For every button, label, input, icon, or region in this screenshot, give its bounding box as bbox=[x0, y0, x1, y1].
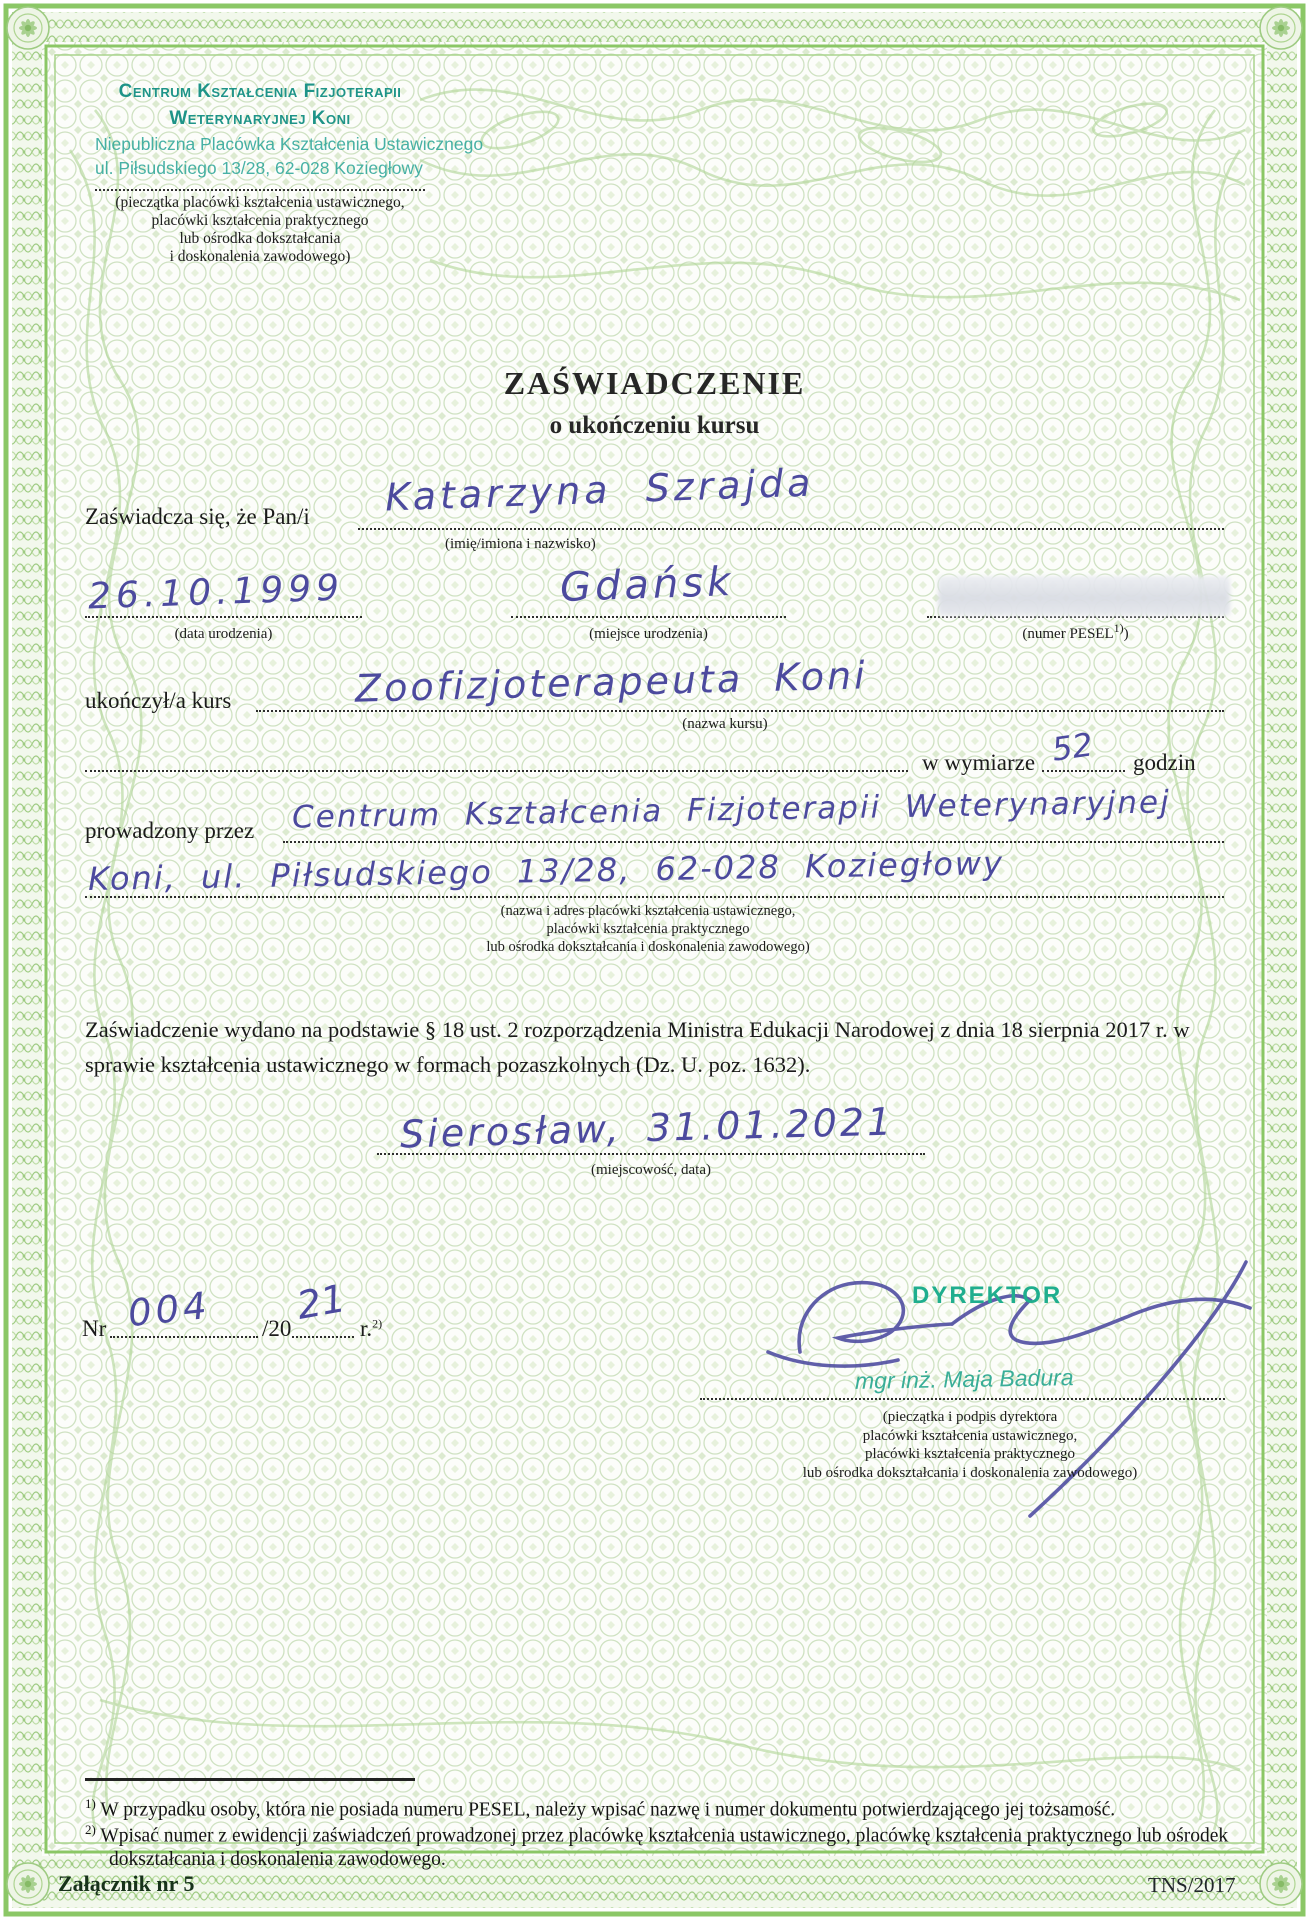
birth-place-caption: (miejsce urodzenia) bbox=[589, 626, 708, 642]
provider-line-2 bbox=[85, 896, 1224, 898]
pesel-redaction bbox=[938, 576, 1230, 616]
number-year-prefix: /20 bbox=[262, 1316, 292, 1341]
hours-unit-label: godzin bbox=[1133, 750, 1196, 775]
director-caption-line: placówki kształcenia praktycznego bbox=[865, 1446, 1075, 1462]
stamp-caption-line: i doskonalenia zawodowego) bbox=[169, 248, 351, 265]
attachment-label: Załącznik nr 5 bbox=[58, 1871, 195, 1896]
course-field-value: Zoofizjoterapeuta Koni bbox=[354, 653, 869, 711]
birth-date-value: 26.10.1999 bbox=[87, 567, 345, 618]
provider-line-1 bbox=[283, 841, 1224, 843]
pesel-caption-close: ) bbox=[1123, 626, 1129, 642]
number-value: 004 bbox=[125, 1283, 213, 1336]
name-field-line bbox=[358, 528, 1224, 530]
place-date-caption: (miejscowość, data) bbox=[591, 1162, 711, 1178]
provider-value-line1: Centrum Kształcenia Fizjoterapii Weterynaryjnej bbox=[291, 784, 1171, 836]
course-label: ukończył/a kurs bbox=[85, 688, 232, 713]
number-footnote-ref: 2) bbox=[372, 1316, 383, 1331]
director-caption-line: placówki kształcenia ustawicznego, bbox=[862, 1427, 1078, 1444]
stamp-org-name-line2: Weterynaryjnej Koni bbox=[169, 108, 351, 129]
number-line bbox=[110, 1336, 258, 1338]
pesel-caption-text: (numer PESEL bbox=[1022, 626, 1114, 642]
birth-date-line bbox=[85, 616, 362, 618]
hours-field-line bbox=[1042, 770, 1125, 772]
pesel-caption bbox=[927, 621, 1224, 643]
provider-value-line2: Koni, ul. Piłsudskiego 13/28, 62-028 Koziegłowy bbox=[87, 844, 1005, 898]
intro-label: Zaświadcza się, że Pan/i bbox=[85, 504, 310, 529]
form-code-label: TNS/2017 bbox=[1148, 1873, 1236, 1897]
birth-place-value: Gdańsk bbox=[559, 558, 736, 612]
provider-caption-line: (nazwa i adres placówki kształcenia ustawicznego, bbox=[500, 903, 796, 919]
director-title: DYREKTOR bbox=[912, 1282, 1063, 1309]
provider-label: prowadzony przez bbox=[85, 818, 255, 843]
institution-stamp bbox=[95, 78, 484, 266]
director-name-stamp: mgr inż. Maja Badura bbox=[854, 1364, 1074, 1394]
number-year-value: 21 bbox=[293, 1276, 349, 1328]
course-field-caption: (nazwa kursu) bbox=[682, 716, 768, 732]
director-caption bbox=[690, 1408, 1250, 1482]
birth-place-line bbox=[511, 616, 786, 618]
footnote-2-text: Wpisać numer z ewidencji zaświadczeń prowadzonej przez placówkę kształcenia ustawicznego, placówkę kształcenia praktycznego lub ośrodek dokształcania i doskonalenia zawodowego. bbox=[100, 1825, 1229, 1870]
place-date-value: Sierosław, 31.01.2021 bbox=[399, 1099, 895, 1157]
number-suffix bbox=[360, 1316, 382, 1342]
stamp-caption-line: lub ośrodka dokształcania bbox=[179, 230, 341, 247]
stamp-org-name-line1: Centrum Kształcenia Fizjoterapii bbox=[118, 81, 402, 102]
director-caption-line: (pieczątka i podpis dyrektora bbox=[882, 1409, 1058, 1425]
number-year-line bbox=[292, 1336, 354, 1338]
director-signature-line bbox=[700, 1398, 1225, 1400]
provider-caption-line: lub ośrodka dokształcania i doskonalenia zawodowego) bbox=[486, 939, 810, 955]
footnote-2 bbox=[85, 1818, 1259, 1871]
hours-label: w wymiarze bbox=[922, 750, 1036, 775]
provider-caption-line: placówki kształcenia praktycznego bbox=[546, 921, 750, 937]
hours-value: 52 bbox=[1049, 725, 1096, 769]
footnote-2-marker: 2) bbox=[85, 1822, 96, 1837]
name-field-value: Katarzyna Szrajda bbox=[384, 460, 816, 520]
footnote-rule bbox=[85, 1778, 415, 1781]
stamp-dotted-line bbox=[95, 189, 425, 191]
document-subtitle: o ukończeniu kursu bbox=[549, 412, 760, 439]
course-field-line bbox=[256, 710, 1224, 712]
footnote-1-marker: 1) bbox=[85, 1796, 96, 1811]
director-caption-line: lub ośrodka dokształcania i doskonalenia zawodowego) bbox=[802, 1464, 1138, 1481]
pesel-line bbox=[927, 616, 1224, 618]
stamp-org-type: Niepubliczna Placówka Kształcenia Ustawicznego bbox=[95, 134, 484, 154]
document-title: ZAŚWIADCZENIE bbox=[503, 365, 806, 401]
hours-leader-line bbox=[85, 770, 908, 772]
number-label: Nr bbox=[82, 1316, 107, 1341]
birth-date-caption: (data urodzenia) bbox=[174, 626, 273, 642]
number-suffix-text: r. bbox=[360, 1316, 373, 1341]
name-field-caption: (imię/imiona i nazwisko) bbox=[445, 536, 596, 552]
stamp-caption-line: (pieczątka placówki kształcenia ustawicznego, bbox=[115, 194, 405, 211]
legal-basis-text: Zaświadczenie wydano na podstawie § 18 ust. 2 rozporządzenia Ministra Edukacji Narodowej z dnia 18 sierpnia 2017 r. w sprawie kształcenia ustawicznego w formach pozaszkolnych (Dz. U. poz. 1632). bbox=[85, 1017, 1190, 1077]
stamp-caption bbox=[95, 194, 425, 266]
stamp-org-address: ul. Piłsudskiego 13/28, 62-028 Koziegłowy bbox=[95, 158, 423, 178]
provider-caption bbox=[368, 902, 928, 956]
pesel-caption-footnote-ref: 1) bbox=[1113, 621, 1124, 635]
footnote-1-text: W przypadku osoby, która nie posiada numeru PESEL, należy wpisać nazwę i numer dokumentu potwierdzającego jej tożsamość. bbox=[100, 1799, 1116, 1821]
stamp-caption-line: placówki kształcenia praktycznego bbox=[151, 212, 369, 229]
